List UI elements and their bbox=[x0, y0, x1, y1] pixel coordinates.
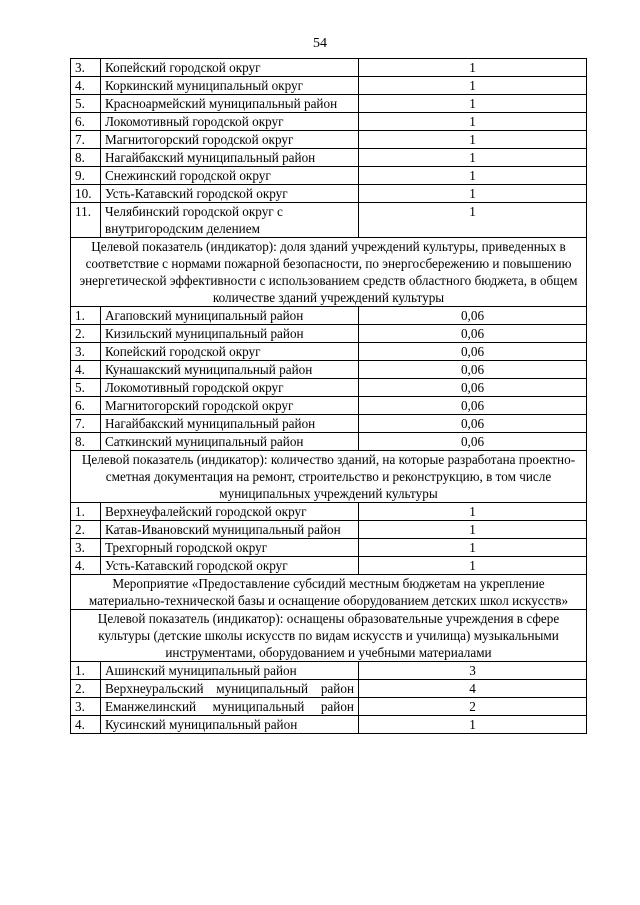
table-row bbox=[71, 307, 587, 325]
municipality-name: Агаповский муниципальный район bbox=[101, 307, 359, 325]
indicator-value: 0,06 bbox=[359, 325, 587, 343]
row-number: 3. bbox=[71, 343, 101, 361]
municipality-name: Коркинский муниципальный округ bbox=[101, 77, 359, 95]
table-row bbox=[71, 325, 587, 343]
indicator-heading: Целевой показатель (индикатор): количество зданий, на которые разработана проектно-сметная документация на ремонт, строительство и реконструкцию, в том числе муниципальных учреждений культуры bbox=[71, 451, 587, 503]
indicator-value: 1 bbox=[359, 59, 587, 77]
municipality-name: Верхнеуральский муниципальный район bbox=[101, 680, 359, 698]
table-row bbox=[71, 662, 587, 680]
row-number: 10. bbox=[71, 185, 101, 203]
table-row bbox=[71, 185, 587, 203]
table-row bbox=[71, 149, 587, 167]
table-row bbox=[71, 113, 587, 131]
municipality-name: Саткинский муниципальный район bbox=[101, 433, 359, 451]
table-row bbox=[71, 59, 587, 77]
row-number: 7. bbox=[71, 415, 101, 433]
indicator-value: 4 bbox=[359, 680, 587, 698]
indicator-value: 0,06 bbox=[359, 397, 587, 415]
row-number: 3. bbox=[71, 539, 101, 557]
table-body bbox=[71, 59, 587, 734]
municipality-name: Кусинский муниципальный район bbox=[101, 716, 359, 734]
indicator-heading: Целевой показатель (индикатор): доля зданий учреждений культуры, приведенных в соответствие с нормами пожарной безопасности, по энергосбережению и повышению энергетической эффективности с использованием средств областного бюджета, в общем количестве зданий учреждений культуры bbox=[71, 238, 587, 307]
table-row bbox=[71, 77, 587, 95]
municipality-name: Снежинский городской округ bbox=[101, 167, 359, 185]
municipality-name: Копейский городской округ bbox=[101, 343, 359, 361]
municipality-name: Трехгорный городской округ bbox=[101, 539, 359, 557]
municipality-name: Кунашакский муниципальный район bbox=[101, 361, 359, 379]
table-row bbox=[71, 503, 587, 521]
municipality-name: Копейский городской округ bbox=[101, 59, 359, 77]
row-number: 6. bbox=[71, 397, 101, 415]
page-number: 54 bbox=[313, 36, 327, 51]
row-number: 9. bbox=[71, 167, 101, 185]
row-number: 4. bbox=[71, 716, 101, 734]
indicator-value: 0,06 bbox=[359, 343, 587, 361]
row-number: 3. bbox=[71, 59, 101, 77]
indicator-value: 0,06 bbox=[359, 415, 587, 433]
row-number: 5. bbox=[71, 95, 101, 113]
table-row bbox=[71, 521, 587, 539]
indicator-value: 1 bbox=[359, 77, 587, 95]
municipality-name: Ашинский муниципальный район bbox=[101, 662, 359, 680]
indicator-value: 1 bbox=[359, 503, 587, 521]
table-row bbox=[71, 361, 587, 379]
row-number: 7. bbox=[71, 131, 101, 149]
municipality-name: Кизильский муниципальный район bbox=[101, 325, 359, 343]
row-number: 1. bbox=[71, 662, 101, 680]
indicator-value: 1 bbox=[359, 203, 587, 238]
row-number: 4. bbox=[71, 77, 101, 95]
municipality-name: Еманжелинский муниципальный район bbox=[101, 698, 359, 716]
municipality-name: Усть-Катавский городской округ bbox=[101, 185, 359, 203]
table-row bbox=[71, 95, 587, 113]
table-row bbox=[71, 343, 587, 361]
measure-heading: Мероприятие «Предоставление субсидий местным бюджетам на укрепление материально-технической базы и оснащение оборудованием детских школ искусств» bbox=[71, 575, 587, 610]
table-row bbox=[71, 397, 587, 415]
municipality-name: Челябинский городской округ с внутригородским делением bbox=[101, 203, 359, 238]
municipality-name: Усть-Катавский городской округ bbox=[101, 557, 359, 575]
municipality-name: Нагайбакский муниципальный район bbox=[101, 415, 359, 433]
indicator-value: 0,06 bbox=[359, 361, 587, 379]
row-number: 3. bbox=[71, 698, 101, 716]
indicator-value: 1 bbox=[359, 167, 587, 185]
table-row bbox=[71, 131, 587, 149]
row-number: 2. bbox=[71, 521, 101, 539]
table-row bbox=[71, 415, 587, 433]
row-number: 2. bbox=[71, 680, 101, 698]
section-header-row bbox=[71, 451, 587, 503]
indicator-value: 0,06 bbox=[359, 433, 587, 451]
indicator-value: 1 bbox=[359, 149, 587, 167]
municipality-name: Локомотивный городской округ bbox=[101, 379, 359, 397]
row-number: 11. bbox=[71, 203, 101, 238]
table-row bbox=[71, 557, 587, 575]
indicator-value: 1 bbox=[359, 95, 587, 113]
municipality-name: Магнитогорский городской округ bbox=[101, 131, 359, 149]
table-row bbox=[71, 716, 587, 734]
table-row bbox=[71, 539, 587, 557]
indicator-value: 3 bbox=[359, 662, 587, 680]
row-number: 4. bbox=[71, 557, 101, 575]
row-number: 5. bbox=[71, 379, 101, 397]
indicator-value: 1 bbox=[359, 185, 587, 203]
municipality-name: Красноармейский муниципальный район bbox=[101, 95, 359, 113]
row-number: 6. bbox=[71, 113, 101, 131]
section-header-row bbox=[71, 238, 587, 307]
indicator-value: 1 bbox=[359, 131, 587, 149]
table-row bbox=[71, 203, 587, 238]
municipality-name: Верхнеуфалейский городской округ bbox=[101, 503, 359, 521]
row-number: 8. bbox=[71, 149, 101, 167]
data-table bbox=[70, 58, 587, 734]
section-header-row bbox=[71, 575, 587, 610]
row-number: 8. bbox=[71, 433, 101, 451]
row-number: 1. bbox=[71, 307, 101, 325]
section-header-row bbox=[71, 610, 587, 662]
municipality-name: Локомотивный городской округ bbox=[101, 113, 359, 131]
municipality-name: Нагайбакский муниципальный район bbox=[101, 149, 359, 167]
municipality-name: Магнитогорский городской округ bbox=[101, 397, 359, 415]
row-number: 2. bbox=[71, 325, 101, 343]
indicator-value: 1 bbox=[359, 539, 587, 557]
row-number: 1. bbox=[71, 503, 101, 521]
indicator-value: 1 bbox=[359, 716, 587, 734]
municipality-name: Катав-Ивановский муниципальный район bbox=[101, 521, 359, 539]
table-row bbox=[71, 379, 587, 397]
table-row bbox=[71, 167, 587, 185]
table-row bbox=[71, 433, 587, 451]
table-row bbox=[71, 698, 587, 716]
indicator-value: 0,06 bbox=[359, 379, 587, 397]
indicator-value: 2 bbox=[359, 698, 587, 716]
indicator-value: 0,06 bbox=[359, 307, 587, 325]
indicator-value: 1 bbox=[359, 521, 587, 539]
indicator-value: 1 bbox=[359, 113, 587, 131]
table-row bbox=[71, 680, 587, 698]
indicator-heading: Целевой показатель (индикатор): оснащены образовательные учреждения в сфере культуры (детские школы искусств по видам искусств и училища) музыкальными инструментами, оборудованием и учебными материалами bbox=[71, 610, 587, 662]
row-number: 4. bbox=[71, 361, 101, 379]
indicator-value: 1 bbox=[359, 557, 587, 575]
